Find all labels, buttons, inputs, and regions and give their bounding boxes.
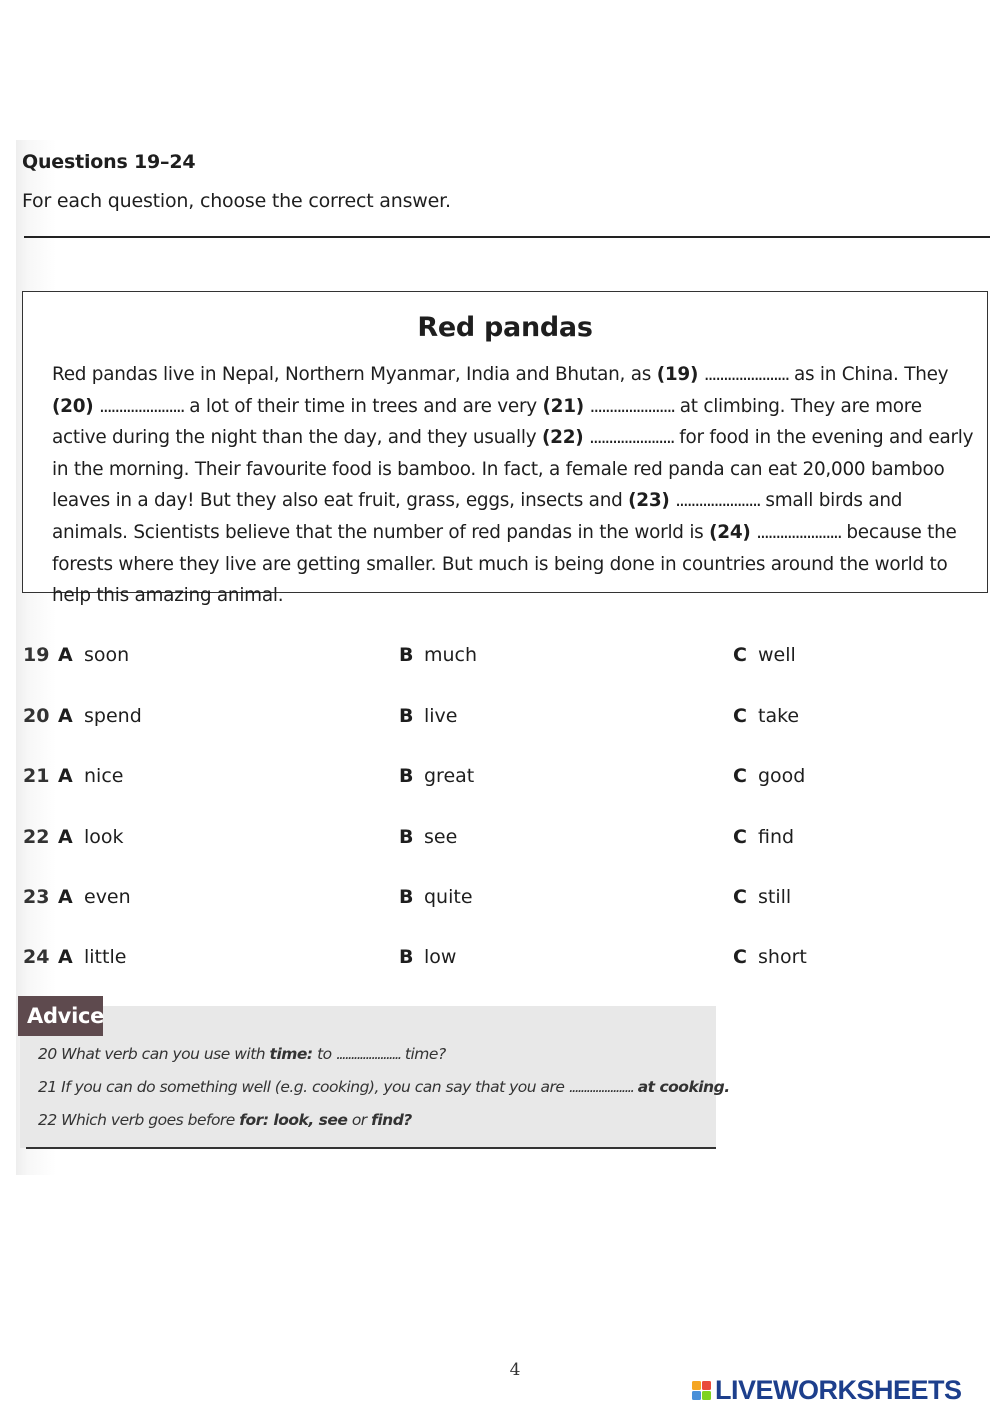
advice-text: to	[317, 1045, 332, 1063]
passage-segment: small birds and animals. Scientists believe that the number of red pandas in the world is	[52, 490, 903, 543]
option-letter-c: C	[733, 644, 747, 666]
passage-segment: a lot of their time in trees and are very	[189, 395, 537, 417]
option-letter-b: B	[399, 946, 414, 968]
divider-line	[24, 236, 990, 238]
gap-label-24: (24)	[709, 521, 751, 543]
question-number: 19	[23, 644, 50, 666]
advice-bold: time:	[269, 1045, 313, 1063]
option-letter-b: B	[399, 765, 414, 787]
option-letter-b: B	[399, 644, 414, 666]
option-a[interactable]: look	[84, 826, 124, 848]
passage-box	[22, 291, 988, 607]
gap-blank-21[interactable]: ......................	[589, 395, 675, 417]
question-number: 22	[23, 826, 50, 848]
option-row-23	[0, 886, 1000, 916]
option-letter-c: C	[733, 946, 747, 968]
option-letter-a: A	[58, 765, 73, 787]
option-letter-a: A	[58, 705, 73, 727]
option-b[interactable]: see	[424, 826, 458, 848]
option-a[interactable]: little	[84, 946, 127, 968]
advice-blank: ......................	[336, 1045, 401, 1063]
gap-label-23: (23)	[628, 490, 670, 512]
gap-blank-24[interactable]: ......................	[756, 521, 841, 543]
option-letter-b: B	[399, 826, 414, 848]
questions-title: Questions 19–24	[22, 151, 196, 173]
option-c[interactable]: good	[758, 765, 806, 787]
option-c[interactable]: take	[758, 705, 800, 727]
advice-line-22	[38, 1111, 412, 1129]
page-number: 4	[509, 1360, 521, 1380]
option-row-22	[0, 826, 1000, 856]
advice-number: 21	[38, 1078, 57, 1096]
option-row-19	[0, 644, 1000, 674]
logo-text: LIVEWORKSHEETS	[715, 1374, 962, 1405]
advice-text: What verb can you use with	[61, 1045, 266, 1063]
passage-segment: Red pandas live in Nepal, Northern Myanmar, India and Bhutan, as	[52, 364, 652, 385]
advice-number: 20	[38, 1045, 57, 1063]
passage-text	[52, 359, 974, 612]
advice-text: or	[351, 1111, 367, 1129]
advice-text: If you can do something well (e.g. cooking), you can say that you are	[61, 1078, 565, 1096]
gap-blank-20[interactable]: ......................	[99, 395, 184, 417]
option-row-24	[0, 946, 1000, 976]
gap-label-19: (19)	[656, 364, 699, 385]
logo-block	[692, 1381, 701, 1390]
instruction-text: For each question, choose the correct answer.	[22, 190, 451, 212]
option-letter-b: B	[399, 705, 414, 727]
option-a[interactable]: spend	[84, 705, 142, 727]
passage-segment: for food in the evening and early in the morning. Their favourite food is bamboo. In fact, a female red panda can eat 20,000 bamboo leaves in a day! But they also eat fruit, grass, eggs, insects and	[52, 427, 974, 512]
logo-block	[702, 1381, 711, 1390]
question-number: 20	[23, 705, 50, 727]
option-a[interactable]: soon	[84, 644, 130, 666]
advice-text: time?	[404, 1045, 446, 1063]
advice-label: Advice	[18, 996, 103, 1036]
question-number: 24	[23, 946, 50, 968]
option-letter-c: C	[733, 705, 747, 727]
question-number: 23	[23, 886, 50, 908]
advice-bold: for: look, see	[239, 1111, 348, 1129]
option-letter-a: A	[58, 644, 73, 666]
option-b[interactable]: live	[424, 705, 458, 727]
logo-block	[692, 1391, 701, 1400]
option-c[interactable]: still	[758, 886, 792, 908]
option-letter-b: B	[399, 886, 414, 908]
advice-divider	[26, 1147, 716, 1149]
option-row-21	[0, 765, 1000, 795]
advice-number: 22	[38, 1111, 57, 1129]
gap-label-20: (20)	[52, 395, 94, 417]
option-letter-c: C	[733, 765, 747, 787]
gap-label-21: (21)	[542, 395, 584, 417]
logo-blocks-icon	[692, 1381, 711, 1400]
option-a[interactable]: nice	[84, 765, 124, 787]
option-b[interactable]: much	[424, 644, 478, 666]
passage-segment: at climbing. They are more active during the night than the day, and they usually	[52, 395, 922, 449]
advice-bold: at cooking.	[637, 1078, 730, 1096]
advice-blank: ......................	[568, 1078, 634, 1096]
option-letter-a: A	[58, 886, 73, 908]
advice-text: Which verb goes before	[61, 1111, 235, 1129]
question-number: 21	[23, 765, 50, 787]
option-c[interactable]: find	[758, 826, 795, 848]
option-c[interactable]: short	[758, 946, 807, 968]
option-b[interactable]: low	[424, 946, 457, 968]
option-letter-a: A	[58, 826, 73, 848]
gap-label-22: (22)	[542, 427, 584, 449]
liveworksheets-logo[interactable]	[692, 1375, 962, 1405]
option-row-20	[0, 705, 1000, 735]
passage-segment: as in China. They	[793, 364, 949, 385]
passage-segment: because the forests where they live are getting smaller. But much is being done in countries around the world to help this amazing animal.	[52, 521, 957, 607]
gap-blank-23[interactable]: ......................	[675, 490, 760, 512]
gap-blank-19[interactable]: ......................	[703, 364, 789, 385]
option-letter-c: C	[733, 886, 747, 908]
option-b[interactable]: great	[424, 765, 475, 787]
option-c[interactable]: well	[758, 644, 796, 666]
option-b[interactable]: quite	[424, 886, 473, 908]
logo-block	[702, 1391, 711, 1400]
option-letter-c: C	[733, 826, 747, 848]
advice-bold: find?	[371, 1111, 412, 1129]
passage-title: Red pandas	[417, 312, 593, 343]
option-a[interactable]: even	[84, 886, 131, 908]
gap-blank-22[interactable]: ......................	[589, 427, 674, 449]
advice-line-21	[38, 1078, 730, 1096]
option-letter-a: A	[58, 946, 73, 968]
advice-line-20	[38, 1045, 446, 1063]
